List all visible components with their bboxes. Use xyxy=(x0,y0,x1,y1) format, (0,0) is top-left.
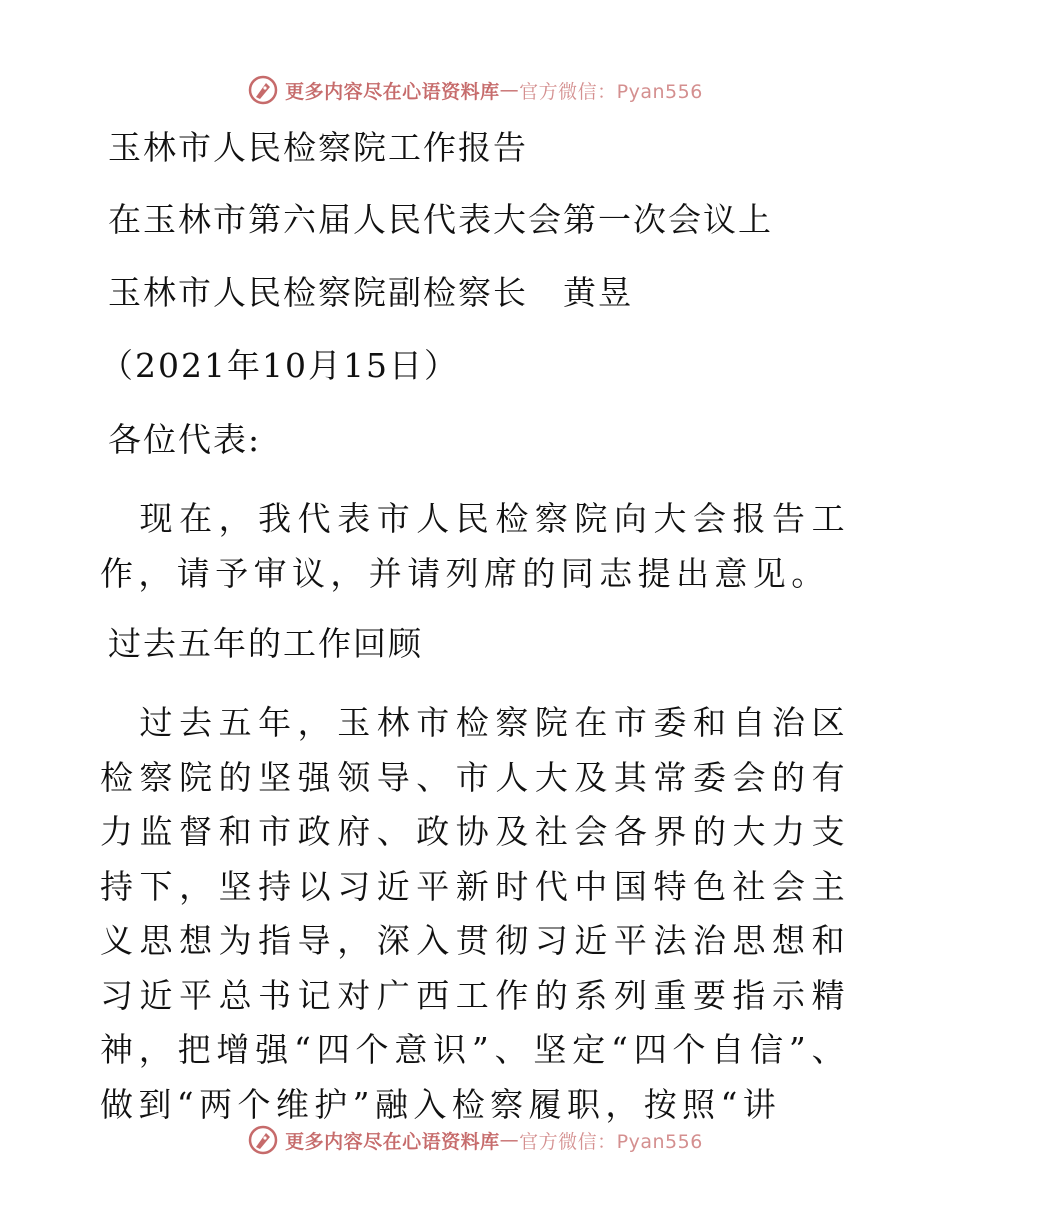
date-line: （2021年10月15日） xyxy=(100,346,459,385)
speaker-line: 玉林市人民检察院副检察长 黄昱 xyxy=(108,273,633,312)
body-paragraph: 过去五年，玉林市检察院在市委和自治区检察院的坚强领导、市人大及其常委会的有力监督和市政府、政协及社会各界的大力支持下，坚持以习近平新时代中国特色社会主义思想为指导，深入贯彻习近平法治思想和习近平总书记对广西工作的系列重要指示精神，把增强“四个意识”、坚定“四个自信”、做到“两个维护”融入检察履职，按照“讲 xyxy=(100,703,850,1124)
watermark-sub-text: 官方微信：Pyan556 xyxy=(519,80,703,103)
watermark-main-text: 更多内容尽在心语资料库 xyxy=(285,80,500,103)
watermark-header xyxy=(0,72,950,108)
watermark-separator: — xyxy=(499,1129,520,1151)
pen-nib-circle-icon xyxy=(247,74,279,106)
section-title: 过去五年的工作回顾 xyxy=(108,624,423,663)
watermark-main-text: 更多内容尽在心语资料库 xyxy=(285,1130,500,1153)
pen-nib-circle-icon xyxy=(247,1124,279,1156)
watermark-separator: — xyxy=(499,79,520,101)
intro-paragraph: 现在，我代表市人民检察院向大会报告工作，请予审议，并请列席的同志提出意见。 xyxy=(100,499,850,593)
watermark-sub-text: 官方微信：Pyan556 xyxy=(519,1130,703,1153)
salutation: 各位代表: xyxy=(108,420,262,459)
meeting-line: 在玉林市第六届人民代表大会第一次会议上 xyxy=(108,200,773,239)
watermark-footer xyxy=(0,1122,950,1158)
document-title: 玉林市人民检察院工作报告 xyxy=(108,128,528,167)
